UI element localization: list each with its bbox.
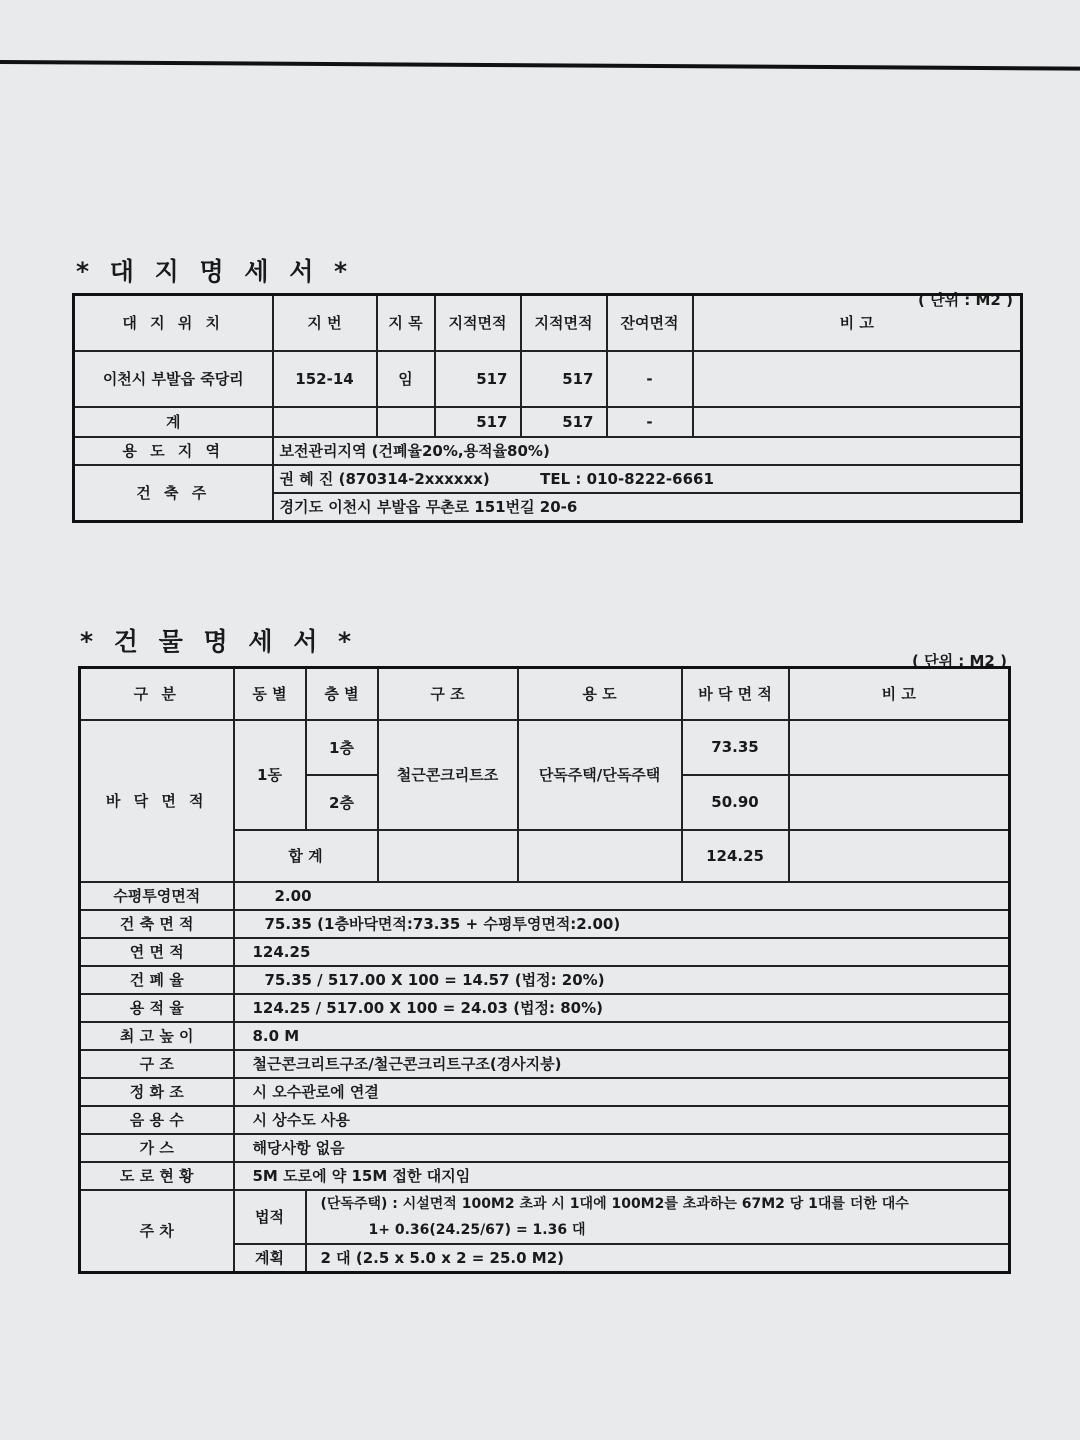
summary-value: 75.35 (1층바닥면적:73.35 + 수평투영면적:2.00) [234,910,1010,938]
owner-address: 경기도 이천시 부발읍 무촌로 151번길 20-6 [273,493,1022,522]
site-remain: - [607,351,693,407]
sum-area-cell [682,830,1010,882]
summary-value: 124.25 / 517.00 X 100 = 24.03 (법정: 80%) [234,994,1010,1022]
top-rule [0,60,1080,71]
summary-label: 용 적 율 [80,994,234,1022]
header-area2: 지적면적 [521,295,607,351]
site-total-area1: 517 [435,407,521,437]
floor-2-label: 2층 [306,775,378,830]
summary-value: 8.0 M [234,1022,1010,1050]
summary-value: 2.00 [234,882,1010,910]
summary-value: 시 오수관로에 연결 [234,1078,1010,1106]
summary-value: 시 상수도 사용 [234,1106,1010,1134]
summary-value: 철근콘크리트구조/철근콘크리트구조(경사지붕) [234,1050,1010,1078]
floor-area-label: 바 닥 면 적 [80,720,234,882]
parking-legal-line2: 1+ 0.36(24.25/67) = 1.36 대 [368,1221,586,1238]
owner-name: 권 혜 진 (870314-2xxxxxx) [279,470,490,488]
bheader-structure: 구 조 [378,668,518,720]
site-area2: 517 [521,351,607,407]
summary-value: 124.25 [234,938,1010,966]
header-location: 대 지 위 치 [74,295,273,351]
sum-area: 124.25 [683,831,790,881]
owner-info [273,465,1022,493]
summary-label: 도 로 현 황 [80,1162,234,1190]
header-lot: 지 번 [273,295,377,351]
parking-plan-label: 계획 [234,1244,306,1273]
zoning-value: 보전관리지역 (건폐율20%,용적율80%) [273,437,1022,465]
floor-1-label: 1층 [306,720,378,775]
building-spec-title: * 건 물 명 세 서 * [80,627,358,656]
floor-1-area-cell [682,720,1010,775]
summary-label: 음 용 수 [80,1106,234,1134]
header-note: 비 고 [693,295,1022,351]
zoning-label: 용 도 지 역 [74,437,273,465]
bheader-use: 용 도 [518,668,682,720]
floor-2-area-cell [682,775,1010,830]
summary-label: 구 조 [80,1050,234,1078]
header-area1: 지적면적 [435,295,521,351]
owner-tel: TEL : 010-8222-6661 [540,470,714,488]
header-category: 지 목 [377,295,435,351]
summary-value: 75.35 / 517.00 X 100 = 14.57 (법정: 20%) [234,966,1010,994]
summary-label: 건 폐 율 [80,966,234,994]
summary-label: 최 고 높 이 [80,1022,234,1050]
summary-label: 정 화 조 [80,1078,234,1106]
summary-value: 5M 도로에 약 15M 접한 대지임 [234,1162,1010,1190]
summary-label: 연 면 적 [80,938,234,966]
site-spec-title: * 대 지 명 세 서 * [76,257,354,286]
parking-label: 주 차 [80,1190,234,1273]
summary-label: 수평투영면적 [80,882,234,910]
building-unit-label: ( 단위 : M2 ) [912,652,1007,670]
use-value: 단독주택/단독주택 [518,720,682,830]
site-lot: 152-14 [273,351,377,407]
floor-1-area: 73.35 [683,721,790,774]
parking-legal-value [306,1190,1010,1244]
site-area1: 517 [435,351,521,407]
bheader-note: 비 고 [881,685,916,704]
structure-value: 철근콘크리트조 [378,720,518,830]
bheader-dong: 동 별 [234,668,306,720]
parking-legal-line1: (단독주택) : 시설면적 100M2 초과 시 1대에 100M2를 초과하는 67M2 당 1대를 더한 대수 [320,1195,909,1212]
bheader-category: 구 분 [80,668,234,720]
site-spec-table [72,293,1023,523]
site-unit-label: ( 단위 : M2 ) [918,291,1013,309]
site-total-label: 계 [74,407,273,437]
sum-label: 합 계 [234,830,378,882]
building-spec-table [78,666,1011,1274]
bheader-area-note [682,668,1010,720]
summary-label: 가 스 [80,1134,234,1162]
bheader-floor: 층 별 [306,668,378,720]
summary-value: 해당사항 없음 [234,1134,1010,1162]
dong-value: 1동 [234,720,306,830]
site-note [693,351,1022,407]
header-remain: 잔여면적 [607,295,693,351]
bheader-area: 바 닥 면 적 [683,669,790,719]
parking-legal-label: 법적 [234,1190,306,1244]
site-category: 임 [377,351,435,407]
owner-label: 건 축 주 [74,465,273,522]
floor-2-area: 50.90 [683,776,790,829]
summary-label: 건 축 면 적 [80,910,234,938]
site-total-remain: - [607,407,693,437]
parking-plan-value: 2 대 (2.5 x 5.0 x 2 = 25.0 M2) [306,1244,1010,1273]
site-location: 이천시 부발읍 죽당리 [74,351,273,407]
site-total-area2: 517 [521,407,607,437]
